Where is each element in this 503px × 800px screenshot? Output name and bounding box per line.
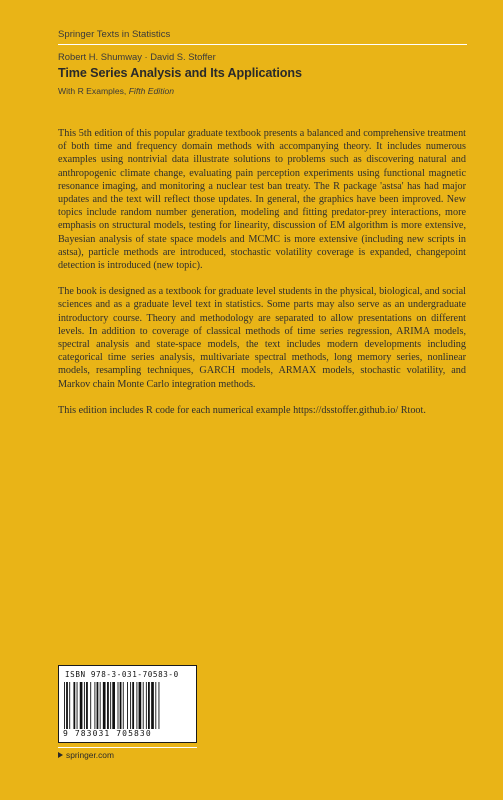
- isbn-label: ISBN 978-3-031-70583-0: [65, 670, 179, 679]
- header-rule: [58, 44, 467, 45]
- subtitle-prefix: With R Examples,: [58, 86, 129, 96]
- blurb-paragraph: This 5th edition of this popular graduate textbook presents a balanced and comprehensive treatment of both time and frequency domain methods with accompanying theory. It includes numerous examples using nontrivial data illustrate solutions to problems such as discovering natural and anthropogenic climate change, evaluating pain perception experiments using functional magnetic resonance imaging, and monitoring a nuclear test ban treaty. The R package 'astsa' has had major updates and the text will reflect those updates. In general, the graphics have been improved. New topics include random number generation, modeling and fitting predator-prey interactions, more emphasis on structural models, testing for linearity, discussion of EM algorithm is more extensive, Bayesian analysis of state space models and MCMC is more extensive (including new scripts in astsa), particle methods are introduced, stochastic volatility coverage is expanded, changepoint detection is introduced (new topic).: [58, 128, 466, 272]
- barcode-digits: 9 783031 705830: [63, 729, 152, 738]
- footer-rule: [58, 747, 197, 748]
- isbn-barcode: [58, 665, 197, 743]
- series-name: Springer Texts in Statistics: [58, 29, 171, 40]
- blurb-paragraph: This edition includes R code for each numerical example https://dsstoffer.github.io/ Rtoot.: [58, 404, 426, 416]
- authors: Robert H. Shumway · David S. Stoffer: [58, 51, 216, 62]
- barcode-icon: [64, 682, 192, 729]
- book-title: Time Series Analysis and Its Applications: [58, 66, 302, 80]
- edition-label: Fifth Edition: [128, 86, 175, 96]
- publisher-website[interactable]: [58, 750, 114, 760]
- website-label: springer.com: [66, 750, 114, 760]
- blurb: [58, 127, 466, 430]
- book-subtitle: [58, 86, 174, 96]
- arrow-right-icon: [58, 752, 63, 758]
- blurb-paragraph: The book is designed as a textbook for graduate level students in the physical, biological, and social sciences and as a graduate level text in statistics. Some parts may also serve as an undergraduate introductory course. Theory and methodology are separated to allow presentations on different levels. In addition to coverage of classical methods of time series regression, ARIMA models, spectral analysis and state-space models, the text includes modern developments including categorical time series analysis, multivariate spectral methods, long memory series, nonlinear models, resampling techniques, GARCH models, ARMAX models, stochastic volatility, and Markov chain Monte Carlo integration methods.: [58, 286, 466, 390]
